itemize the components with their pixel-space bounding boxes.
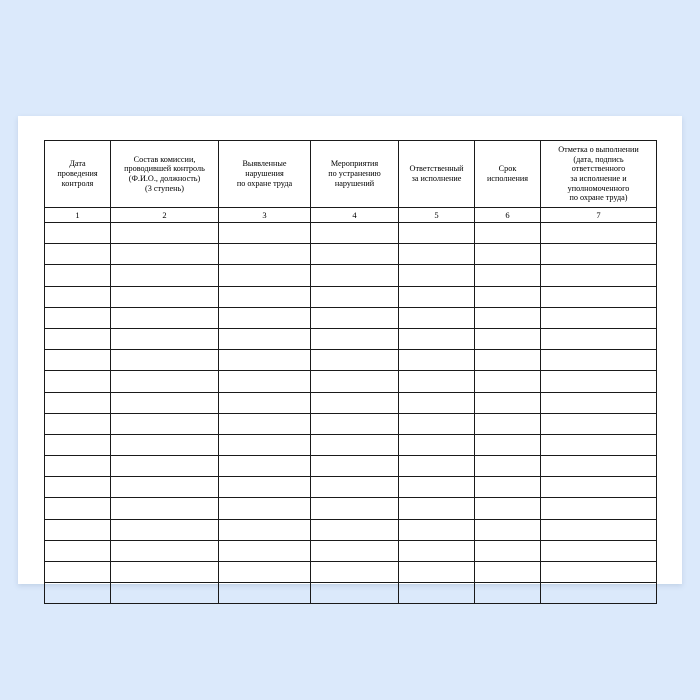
- table-cell[interactable]: [111, 540, 219, 561]
- table-cell[interactable]: [311, 562, 399, 583]
- table-row[interactable]: [45, 244, 657, 265]
- table-cell[interactable]: [311, 477, 399, 498]
- table-cell[interactable]: [219, 286, 311, 307]
- header-line: Отметка о выполнении: [558, 144, 639, 154]
- column-number: 2: [111, 208, 219, 223]
- table-row[interactable]: [45, 286, 657, 307]
- table-cell[interactable]: [111, 350, 219, 371]
- table-cell[interactable]: [111, 265, 219, 286]
- column-header-completion-mark: [541, 141, 657, 208]
- table-cell[interactable]: [399, 498, 475, 519]
- table-cell[interactable]: [45, 265, 111, 286]
- table-cell[interactable]: [219, 413, 311, 434]
- table-cell[interactable]: [311, 307, 399, 328]
- header-line: за исполнение и: [570, 174, 627, 183]
- table-cell[interactable]: [219, 477, 311, 498]
- table-cell[interactable]: [111, 392, 219, 413]
- table-cell[interactable]: [541, 456, 657, 477]
- table-cell[interactable]: [475, 413, 541, 434]
- column-header-responsible: [399, 141, 475, 208]
- table-cell[interactable]: [311, 519, 399, 540]
- column-number: 5: [399, 208, 475, 223]
- table-cell[interactable]: [311, 413, 399, 434]
- header-line: контроля: [61, 178, 94, 188]
- header-line: уполномоченного: [567, 183, 630, 193]
- table-cell[interactable]: [45, 350, 111, 371]
- header-line: Состав комиссии,: [133, 154, 196, 164]
- table-cell[interactable]: [45, 286, 111, 307]
- column-header-violations: [219, 141, 311, 208]
- table-cell[interactable]: [399, 413, 475, 434]
- table-cell[interactable]: [475, 244, 541, 265]
- header-line: проводившей контроль: [124, 164, 205, 174]
- column-number: 7: [541, 208, 657, 223]
- table-cell[interactable]: [311, 223, 399, 244]
- table-row[interactable]: [45, 223, 657, 244]
- table-cell[interactable]: [45, 413, 111, 434]
- table-row[interactable]: [45, 265, 657, 286]
- table-cell[interactable]: [219, 456, 311, 477]
- table-cell[interactable]: [219, 519, 311, 540]
- table-cell[interactable]: [111, 244, 219, 265]
- table-cell[interactable]: [399, 477, 475, 498]
- table-cell[interactable]: [399, 265, 475, 286]
- table-cell[interactable]: [219, 307, 311, 328]
- table-cell[interactable]: [111, 434, 219, 455]
- table-row[interactable]: [45, 562, 657, 583]
- table-cell[interactable]: [541, 477, 657, 498]
- table-row[interactable]: [45, 583, 657, 604]
- table-cell[interactable]: [475, 434, 541, 455]
- header-line: Ответственный: [409, 164, 464, 174]
- table-cell[interactable]: [475, 540, 541, 561]
- table-header: [45, 141, 657, 208]
- table-cell[interactable]: [311, 583, 399, 604]
- table-empty-rows: [45, 223, 657, 604]
- table-cell[interactable]: [399, 562, 475, 583]
- table-cell[interactable]: [399, 286, 475, 307]
- table-cell[interactable]: [541, 223, 657, 244]
- table-cell[interactable]: [311, 328, 399, 349]
- table-cell[interactable]: [475, 519, 541, 540]
- table-cell[interactable]: [111, 307, 219, 328]
- table-cell[interactable]: [219, 498, 311, 519]
- table-cell[interactable]: [399, 244, 475, 265]
- table-cell[interactable]: [111, 498, 219, 519]
- header-line: (Ф.И.О., должность): [128, 174, 201, 183]
- table-cell[interactable]: [475, 477, 541, 498]
- table-cell[interactable]: [541, 562, 657, 583]
- table-cell[interactable]: [311, 392, 399, 413]
- table-row[interactable]: [45, 540, 657, 561]
- table-cell[interactable]: [475, 223, 541, 244]
- table-cell[interactable]: [399, 540, 475, 561]
- column-header-commission: [111, 141, 219, 208]
- document-page: [18, 116, 682, 584]
- table-cell[interactable]: [399, 223, 475, 244]
- journal-table: [44, 140, 657, 604]
- table-cell[interactable]: [219, 350, 311, 371]
- table-row[interactable]: [45, 350, 657, 371]
- table-cell[interactable]: [475, 562, 541, 583]
- table-cell[interactable]: [311, 498, 399, 519]
- table-row[interactable]: [45, 371, 657, 392]
- table-cell[interactable]: [111, 286, 219, 307]
- header-line: нарушения: [245, 169, 284, 179]
- column-number: 3: [219, 208, 311, 223]
- table-cell[interactable]: [111, 328, 219, 349]
- table-cell[interactable]: [311, 350, 399, 371]
- table-row[interactable]: [45, 477, 657, 498]
- table-cell[interactable]: [475, 371, 541, 392]
- header-line: за исполнение: [411, 174, 462, 183]
- table-cell[interactable]: [45, 498, 111, 519]
- table-cell[interactable]: [541, 519, 657, 540]
- table-cell[interactable]: [219, 371, 311, 392]
- header-line: по охране труда: [236, 178, 293, 188]
- table-cell[interactable]: [111, 562, 219, 583]
- table-row[interactable]: [45, 498, 657, 519]
- header-line: Выявленные: [242, 159, 287, 169]
- table-cell[interactable]: [45, 244, 111, 265]
- table-cell[interactable]: [399, 583, 475, 604]
- table-cell[interactable]: [399, 519, 475, 540]
- column-header-date: [45, 141, 111, 208]
- table-cell[interactable]: [311, 371, 399, 392]
- table-cell[interactable]: [45, 328, 111, 349]
- table-cell[interactable]: [399, 392, 475, 413]
- table-cell[interactable]: [541, 328, 657, 349]
- table-cell[interactable]: [219, 265, 311, 286]
- table-row[interactable]: [45, 456, 657, 477]
- table-cell[interactable]: [541, 413, 657, 434]
- table-cell[interactable]: [475, 456, 541, 477]
- table-cell[interactable]: [399, 434, 475, 455]
- table-cell[interactable]: [399, 350, 475, 371]
- header-line: нарушений: [334, 178, 375, 188]
- table-cell[interactable]: [475, 392, 541, 413]
- table-cell[interactable]: [399, 328, 475, 349]
- table-cell[interactable]: [219, 583, 311, 604]
- table-cell[interactable]: [219, 540, 311, 561]
- header-line: ответственного: [571, 164, 626, 174]
- table-cell[interactable]: [311, 244, 399, 265]
- table-cell[interactable]: [45, 477, 111, 498]
- table-cell[interactable]: [399, 307, 475, 328]
- table-cell[interactable]: [541, 434, 657, 455]
- table-cell[interactable]: [541, 350, 657, 371]
- table-cell[interactable]: [219, 223, 311, 244]
- table-cell[interactable]: [475, 286, 541, 307]
- header-line: Дата: [69, 159, 86, 169]
- header-line: проведения: [57, 169, 98, 179]
- table-cell[interactable]: [311, 286, 399, 307]
- header-line: (3 ступень): [145, 183, 184, 193]
- table-cell[interactable]: [219, 328, 311, 349]
- table-cell[interactable]: [45, 223, 111, 244]
- header-line: исполнения: [486, 174, 528, 183]
- header-line: Срок: [498, 164, 517, 174]
- table-cell[interactable]: [475, 328, 541, 349]
- table-cell[interactable]: [541, 307, 657, 328]
- table-cell[interactable]: [399, 456, 475, 477]
- table-cell[interactable]: [111, 223, 219, 244]
- table-cell[interactable]: [311, 540, 399, 561]
- table-cell[interactable]: [219, 562, 311, 583]
- table-cell[interactable]: [111, 519, 219, 540]
- table-cell[interactable]: [111, 583, 219, 604]
- table-cell[interactable]: [45, 434, 111, 455]
- table-cell[interactable]: [541, 286, 657, 307]
- table-row[interactable]: [45, 519, 657, 540]
- table-cell[interactable]: [45, 371, 111, 392]
- header-row: [45, 141, 657, 208]
- table-cell[interactable]: [45, 307, 111, 328]
- table-cell[interactable]: [219, 244, 311, 265]
- table-cell[interactable]: [311, 434, 399, 455]
- journal-table-container: [44, 140, 656, 604]
- table-cell[interactable]: [45, 562, 111, 583]
- table-cell[interactable]: [541, 498, 657, 519]
- table-cell[interactable]: [219, 392, 311, 413]
- table-cell[interactable]: [541, 392, 657, 413]
- table-cell[interactable]: [541, 244, 657, 265]
- table-row[interactable]: [45, 328, 657, 349]
- table-cell[interactable]: [45, 583, 111, 604]
- table-cell[interactable]: [111, 413, 219, 434]
- table-row[interactable]: [45, 434, 657, 455]
- column-header-deadline: [475, 141, 541, 208]
- table-cell[interactable]: [111, 371, 219, 392]
- table-cell[interactable]: [311, 456, 399, 477]
- table-cell[interactable]: [475, 265, 541, 286]
- table-cell[interactable]: [475, 350, 541, 371]
- table-row[interactable]: [45, 413, 657, 434]
- header-line: по устранению: [328, 169, 381, 179]
- table-cell[interactable]: [45, 540, 111, 561]
- table-cell[interactable]: [111, 477, 219, 498]
- table-cell[interactable]: [311, 265, 399, 286]
- table-cell[interactable]: [45, 519, 111, 540]
- table-cell[interactable]: [111, 456, 219, 477]
- header-line: по охране труда): [569, 193, 628, 203]
- table-cell[interactable]: [219, 434, 311, 455]
- header-line: (дата, подпись: [573, 154, 624, 164]
- table-row[interactable]: [45, 392, 657, 413]
- table-cell[interactable]: [45, 392, 111, 413]
- table-cell[interactable]: [541, 371, 657, 392]
- table-cell[interactable]: [45, 456, 111, 477]
- table-cell[interactable]: [541, 583, 657, 604]
- table-body: [45, 208, 657, 223]
- table-cell[interactable]: [541, 265, 657, 286]
- column-number: 4: [311, 208, 399, 223]
- table-row[interactable]: [45, 307, 657, 328]
- column-number: 6: [475, 208, 541, 223]
- table-cell[interactable]: [475, 307, 541, 328]
- table-cell[interactable]: [475, 583, 541, 604]
- table-cell[interactable]: [399, 371, 475, 392]
- column-header-measures: [311, 141, 399, 208]
- column-number: 1: [45, 208, 111, 223]
- column-number-row: [45, 208, 657, 223]
- table-cell[interactable]: [475, 498, 541, 519]
- header-line: Мероприятия: [330, 159, 379, 169]
- table-cell[interactable]: [541, 540, 657, 561]
